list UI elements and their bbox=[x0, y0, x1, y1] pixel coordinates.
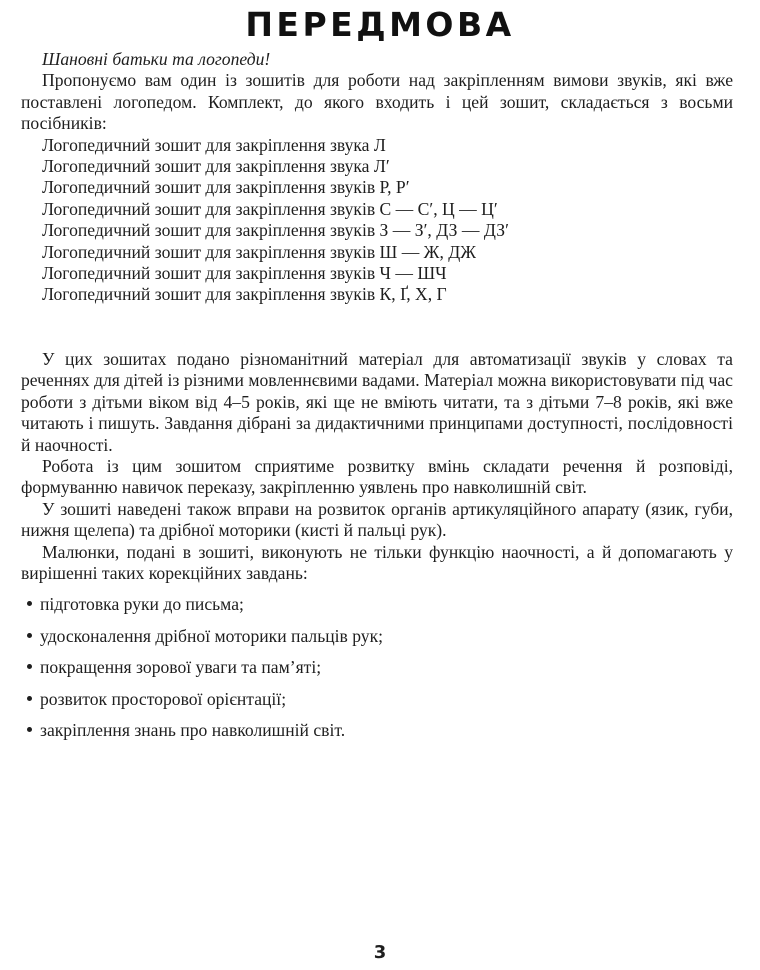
workbook-item: Логопедичний зошит для закріплення звука Л bbox=[42, 134, 386, 155]
preface-text bbox=[21, 49, 733, 752]
body-paragraph: У зошиті наведені також вправи на розвиток органів артикуляційного апарату (язик, губи, нижня щелепа) та дрібної моторики (кисті й пальці рук). bbox=[21, 498, 733, 541]
bullet-icon bbox=[27, 664, 32, 669]
task-text: закріплення знань про навколишній світ. bbox=[40, 720, 346, 741]
page-title: ПЕРЕДМОВА bbox=[245, 5, 515, 44]
workbook-item: Логопедичний зошит для закріплення звуків З — З′, ДЗ — ДЗ′ bbox=[42, 220, 509, 241]
body-paragraph: Робота із цим зошитом сприятиме розвитку вмінь складати речення й розповіді, формуванню навичок переказу, закріпленню уявлень про навколишній світ. bbox=[21, 455, 733, 498]
task-text: підготовка руки до письма; bbox=[40, 594, 244, 615]
workbook-list bbox=[21, 135, 733, 306]
workbook-item: Логопедичний зошит для закріплення звуків Ш — Ж, ДЖ bbox=[42, 241, 477, 262]
greeting: Шановні батьки та логопеди! bbox=[42, 49, 271, 69]
task-item bbox=[21, 657, 733, 689]
bullet-icon bbox=[27, 696, 32, 701]
task-item bbox=[21, 720, 733, 752]
task-text: удосконалення дрібної моторики пальців рук; bbox=[40, 625, 384, 646]
bullet-icon bbox=[27, 601, 32, 606]
task-item bbox=[21, 594, 733, 626]
workbook-item: Логопедичний зошит для закріплення звуків К, Ґ, Х, Г bbox=[42, 284, 447, 305]
page-number: 3 bbox=[373, 942, 387, 963]
task-item bbox=[21, 626, 733, 658]
bullet-icon bbox=[27, 727, 32, 732]
body-paragraph: Малюнки, подані в зошиті, виконують не тільки функцію наочності, а й допомагають у вирішенні таких корекційних завдань: bbox=[21, 541, 733, 583]
workbook-item: Логопедичний зошит для закріплення звуків Ч — ШЧ bbox=[42, 263, 447, 284]
task-list bbox=[21, 594, 733, 752]
bullet-icon bbox=[27, 633, 32, 638]
vertical-gap bbox=[21, 306, 733, 349]
intro-paragraph: Пропонуємо вам один із зошитів для роботи над закріпленням вимови звуків, які вже поставлені логопедом. Комплект, до якого входить і цей зошит, складається з восьми посібників: bbox=[21, 70, 733, 134]
task-text: розвиток просторової орієнтації; bbox=[40, 688, 287, 709]
task-item bbox=[21, 689, 733, 721]
workbook-item: Логопедичний зошит для закріплення звуків С — С′, Ц — Ц′ bbox=[42, 198, 498, 219]
workbook-item: Логопедичний зошит для закріплення звука Л′ bbox=[42, 156, 390, 177]
task-text: покращення зорової уваги та пам’яті; bbox=[40, 657, 322, 678]
body-paragraph: У цих зошитах подано різноманітний матеріал для автоматизації звуків у словах та реченнях для дітей із різними мовленнєвими вадами. Матеріал можна використовувати під час роботи з дітьми віком від 4–5 років, які ще не вміють читати, та з дітьми 7–8 років, які вже читають і пишуть. Завдання дібрані за дидактичними принципами доступності, послідовності й наочності. bbox=[21, 348, 733, 455]
workbook-item: Логопедичний зошит для закріплення звуків Р, Р′ bbox=[42, 177, 410, 198]
